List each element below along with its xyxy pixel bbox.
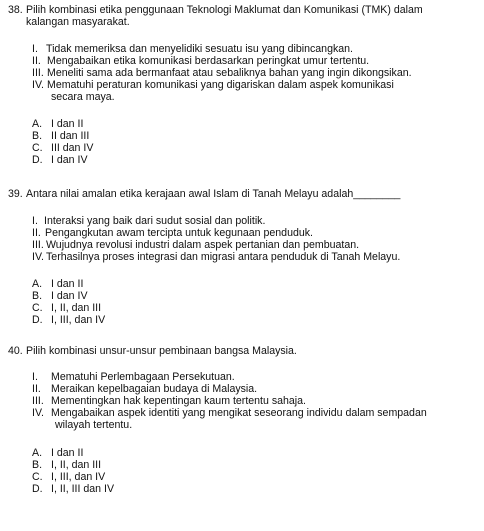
statement-mark: III. [32,67,44,79]
option-mark: C. [32,142,43,154]
statement-text-continued: secara maya. [51,91,115,103]
option-text: I dan II [51,118,84,130]
option-text: I, II, III dan IV [51,483,115,495]
option-mark: D. [32,154,43,166]
question-text: Antara nilai amalan etika kerajaan awal Islam di Tanah Melayu adalah________ [26,188,401,200]
option-text: I, III, dan IV [51,471,106,483]
question-number: 40. [8,345,23,357]
statement-text: Tidak memeriksa dan menyelidiki sesuatu isu yang dibincangkan. [46,43,353,55]
statement-mark: I. [32,371,38,383]
option-text: I dan II [51,278,84,290]
option-mark: D. [32,483,43,495]
option-mark: C. [32,302,43,314]
statement-text: Mematuhi peraturan komunikasi yang digariskan dalam aspek komunikasi [47,79,394,91]
option-text: I dan IV [51,290,88,302]
statement-text: Mematuhi Perlembagaan Persekutuan. [51,371,235,383]
statement-mark: I. [32,43,38,55]
statement-mark: IV. [32,79,44,91]
statement-mark: I. [32,215,38,227]
option-mark: A. [32,118,43,130]
option-mark: B. [32,459,43,471]
statement-text: Interaksi yang baik dari sudut sosial dan politik. [44,215,266,227]
option-text: I dan II [51,447,84,459]
statement-text: Mementingkan hak kepentingan kaum tertentu sahaja. [51,395,307,407]
option-text: I, II, dan III [51,302,102,314]
option-mark: A. [32,447,43,459]
statement-text: Meneliti sama ada bermanfaat atau sebaliknya bahan yang ingin dikongsikan. [47,67,412,79]
statement-mark: II. [32,55,41,67]
statement-mark: III. [32,395,44,407]
option-text: I dan IV [51,154,88,166]
statement-mark: IV. [32,251,44,263]
statement-mark: II. [32,383,41,395]
option-text: I, III, dan IV [51,314,106,326]
statement-text: Meraikan kepelbagaian budaya di Malaysia. [51,383,258,395]
statement-text-continued: wilayah tertentu. [55,419,133,431]
statement-mark: II. [32,227,41,239]
option-mark: C. [32,471,43,483]
option-mark: A. [32,278,43,290]
statement-text: Pengangkutan awam tercipta untuk kegunaan penduduk. [45,227,313,239]
option-mark: B. [32,130,43,142]
option-text: II dan III [51,130,90,142]
question-text: Pilih kombinasi unsur-unsur pembinaan bangsa Malaysia. [26,345,297,357]
statement-mark: III. [32,239,44,251]
question-number: 38. [8,4,23,16]
option-text: III dan IV [51,142,94,154]
statement-text: Terhasilnya proses integrasi dan migrasi antara penduduk di Tanah Melayu. [46,251,401,263]
question-number: 39. [8,188,23,200]
option-text: I, II, dan III [51,459,102,471]
statement-text: Mengabaikan etika komunikasi berdasarkan peringkat umur tertentu. [47,55,370,67]
option-mark: B. [32,290,43,302]
statement-mark: IV. [32,407,44,419]
question-text-continued: kalangan masyarakat. [26,16,130,28]
statement-text: Mengabaikan aspek identiti yang mengikat seseorang individu dalam sempadan [51,407,427,419]
statement-text: Wujudnya revolusi industri dalam aspek pertanian dan pembuatan. [46,239,360,251]
option-mark: D. [32,314,43,326]
question-text: Pilih kombinasi etika penggunaan Teknologi Maklumat dan Komunikasi (TMK) dalam [26,4,423,16]
